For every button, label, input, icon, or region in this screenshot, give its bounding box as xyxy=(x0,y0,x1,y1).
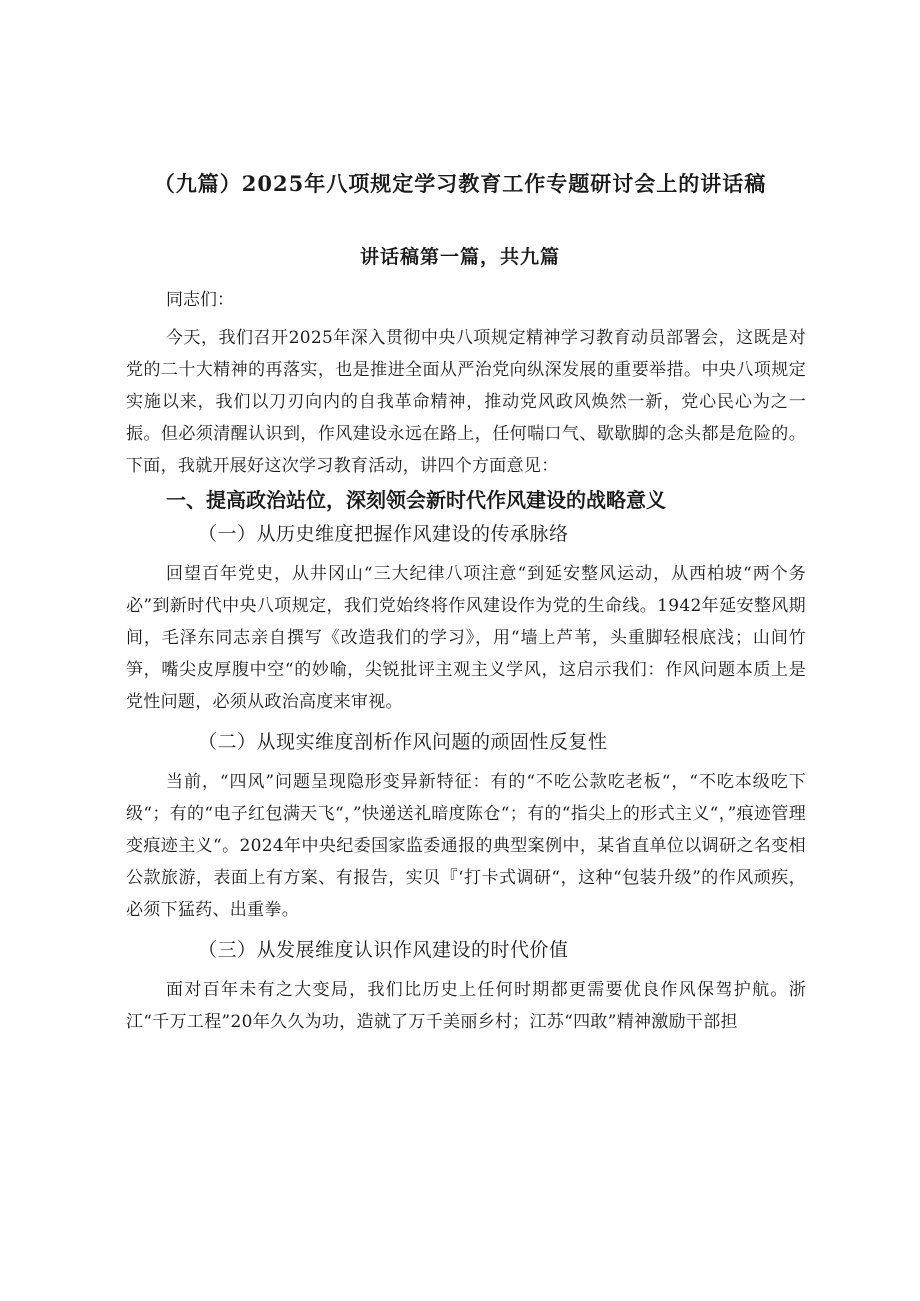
subsection-1-paragraph: 回望百年党史，从井冈山“三大纪律八项注意“到延安整风运动，从西柏坡“两个务必”到新时代中央八项规定，我们党始终将作风建设作为党的生命线。1942年延安整风期间，毛泽东同志亲自撰写《改造我们的学习》，用“墙上芦苇，头重脚轻根底浅；山间竹笋，嘴尖皮厚腹中空“的妙喻，尖锐批评主观主义学风，这启示我们：作风问题本质上是党性问题，必须从政治高度来审视。 xyxy=(126,564,806,712)
intro-paragraph: 今天，我们召开2025年深入贯彻中央八项规定精神学习教育动员部署会，这既是对党的二十大精神的再落实，也是推进全面从严治党向纵深发展的重要举措。中央八项规定实施以来，我们以刀刃向内的自我革命精神，推动党风政风焕然一新，党心民心为之一振。但必须清醒认识到，作风建设永远在路上，任何喘口气、歇歇脚的念头都是危险的。下面，我就开展好这次学习教育活动，讲四个方面意见： xyxy=(126,328,806,476)
subsection-2-paragraph: 当前，“四风”问题呈现隐形变异新特征：有的“不吃公款吃老板“，“不吃本级吃下级“；有的“电子红包满天飞“，”快递送礼暗度陈仓“；有的“指尖上的形式主义“，”痕迹管理变痕迹主义“。2024年中央纪委国家监委通报的典型案例中，某省直单位以调研之名变相公款旅游，表面上有方案、有报告，实贝『‘打卡式调研“，这种“包装升级”的作风顽疾，必须下猛药、出重拳。 xyxy=(126,772,806,920)
subsection-3-paragraph: 面对百年未有之大变局，我们比历史上任何时期都更需要优良作风保驾护航。浙江“千万工程”20年久久为功，造就了万千美丽乡村；江苏“四敢”精神激励干部担 xyxy=(126,980,806,1032)
subsection-1-heading: （一）从历史维度把握作风建设的传承脉络 xyxy=(198,523,569,545)
document-title: （九篇）2025年八项规定学习教育工作专题研讨会上的讲话稿 xyxy=(153,171,767,196)
document-body xyxy=(126,284,806,1038)
subsection-3-heading: （三）从发展维度认识作风建设的时代价值 xyxy=(198,939,569,961)
section-1-heading: 一、提高政治站位，深刻领会新时代作风建设的战略意义 xyxy=(166,488,666,512)
salutation: 同志们： xyxy=(166,290,234,310)
document-subtitle: 讲话稿第一篇，共九篇 xyxy=(359,246,560,268)
subsection-2-heading: （二）从现实维度剖析作风问题的顽固性反复性 xyxy=(198,731,608,753)
